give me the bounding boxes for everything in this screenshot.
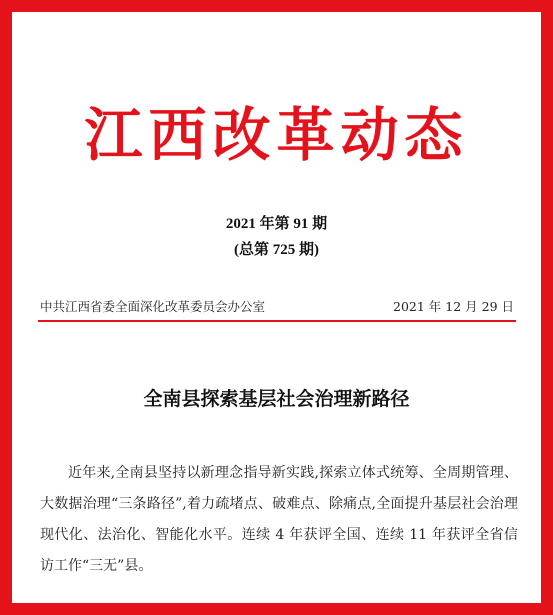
article-headline: 全南县探索基层社会治理新路径 bbox=[143, 388, 410, 410]
issue-date: 2021 年 12 月 29 日 bbox=[393, 299, 514, 314]
issuer-name: 中共江西省委全面深化改革委员会办公室 bbox=[40, 299, 266, 314]
article-paragraph: 近年来,全南县坚持以新理念指导新实践,探索立体式统筹、全周期管理、大数据治理“三条路径”,着力疏堵点、破难点、除痛点,全面提升基层社会治理现代化、法治化、智能化水平。连续 4 年获评全国、连续 11 年获评全省信访工作“三无”县。 bbox=[40, 465, 518, 574]
issue-total-number: (总第 725 期) bbox=[234, 242, 319, 258]
issue-number: 2021 年第 91 期 bbox=[225, 216, 328, 232]
red-divider bbox=[38, 320, 516, 322]
masthead-title: 江西改革动态 bbox=[84, 101, 469, 169]
issuer-row bbox=[40, 297, 514, 315]
